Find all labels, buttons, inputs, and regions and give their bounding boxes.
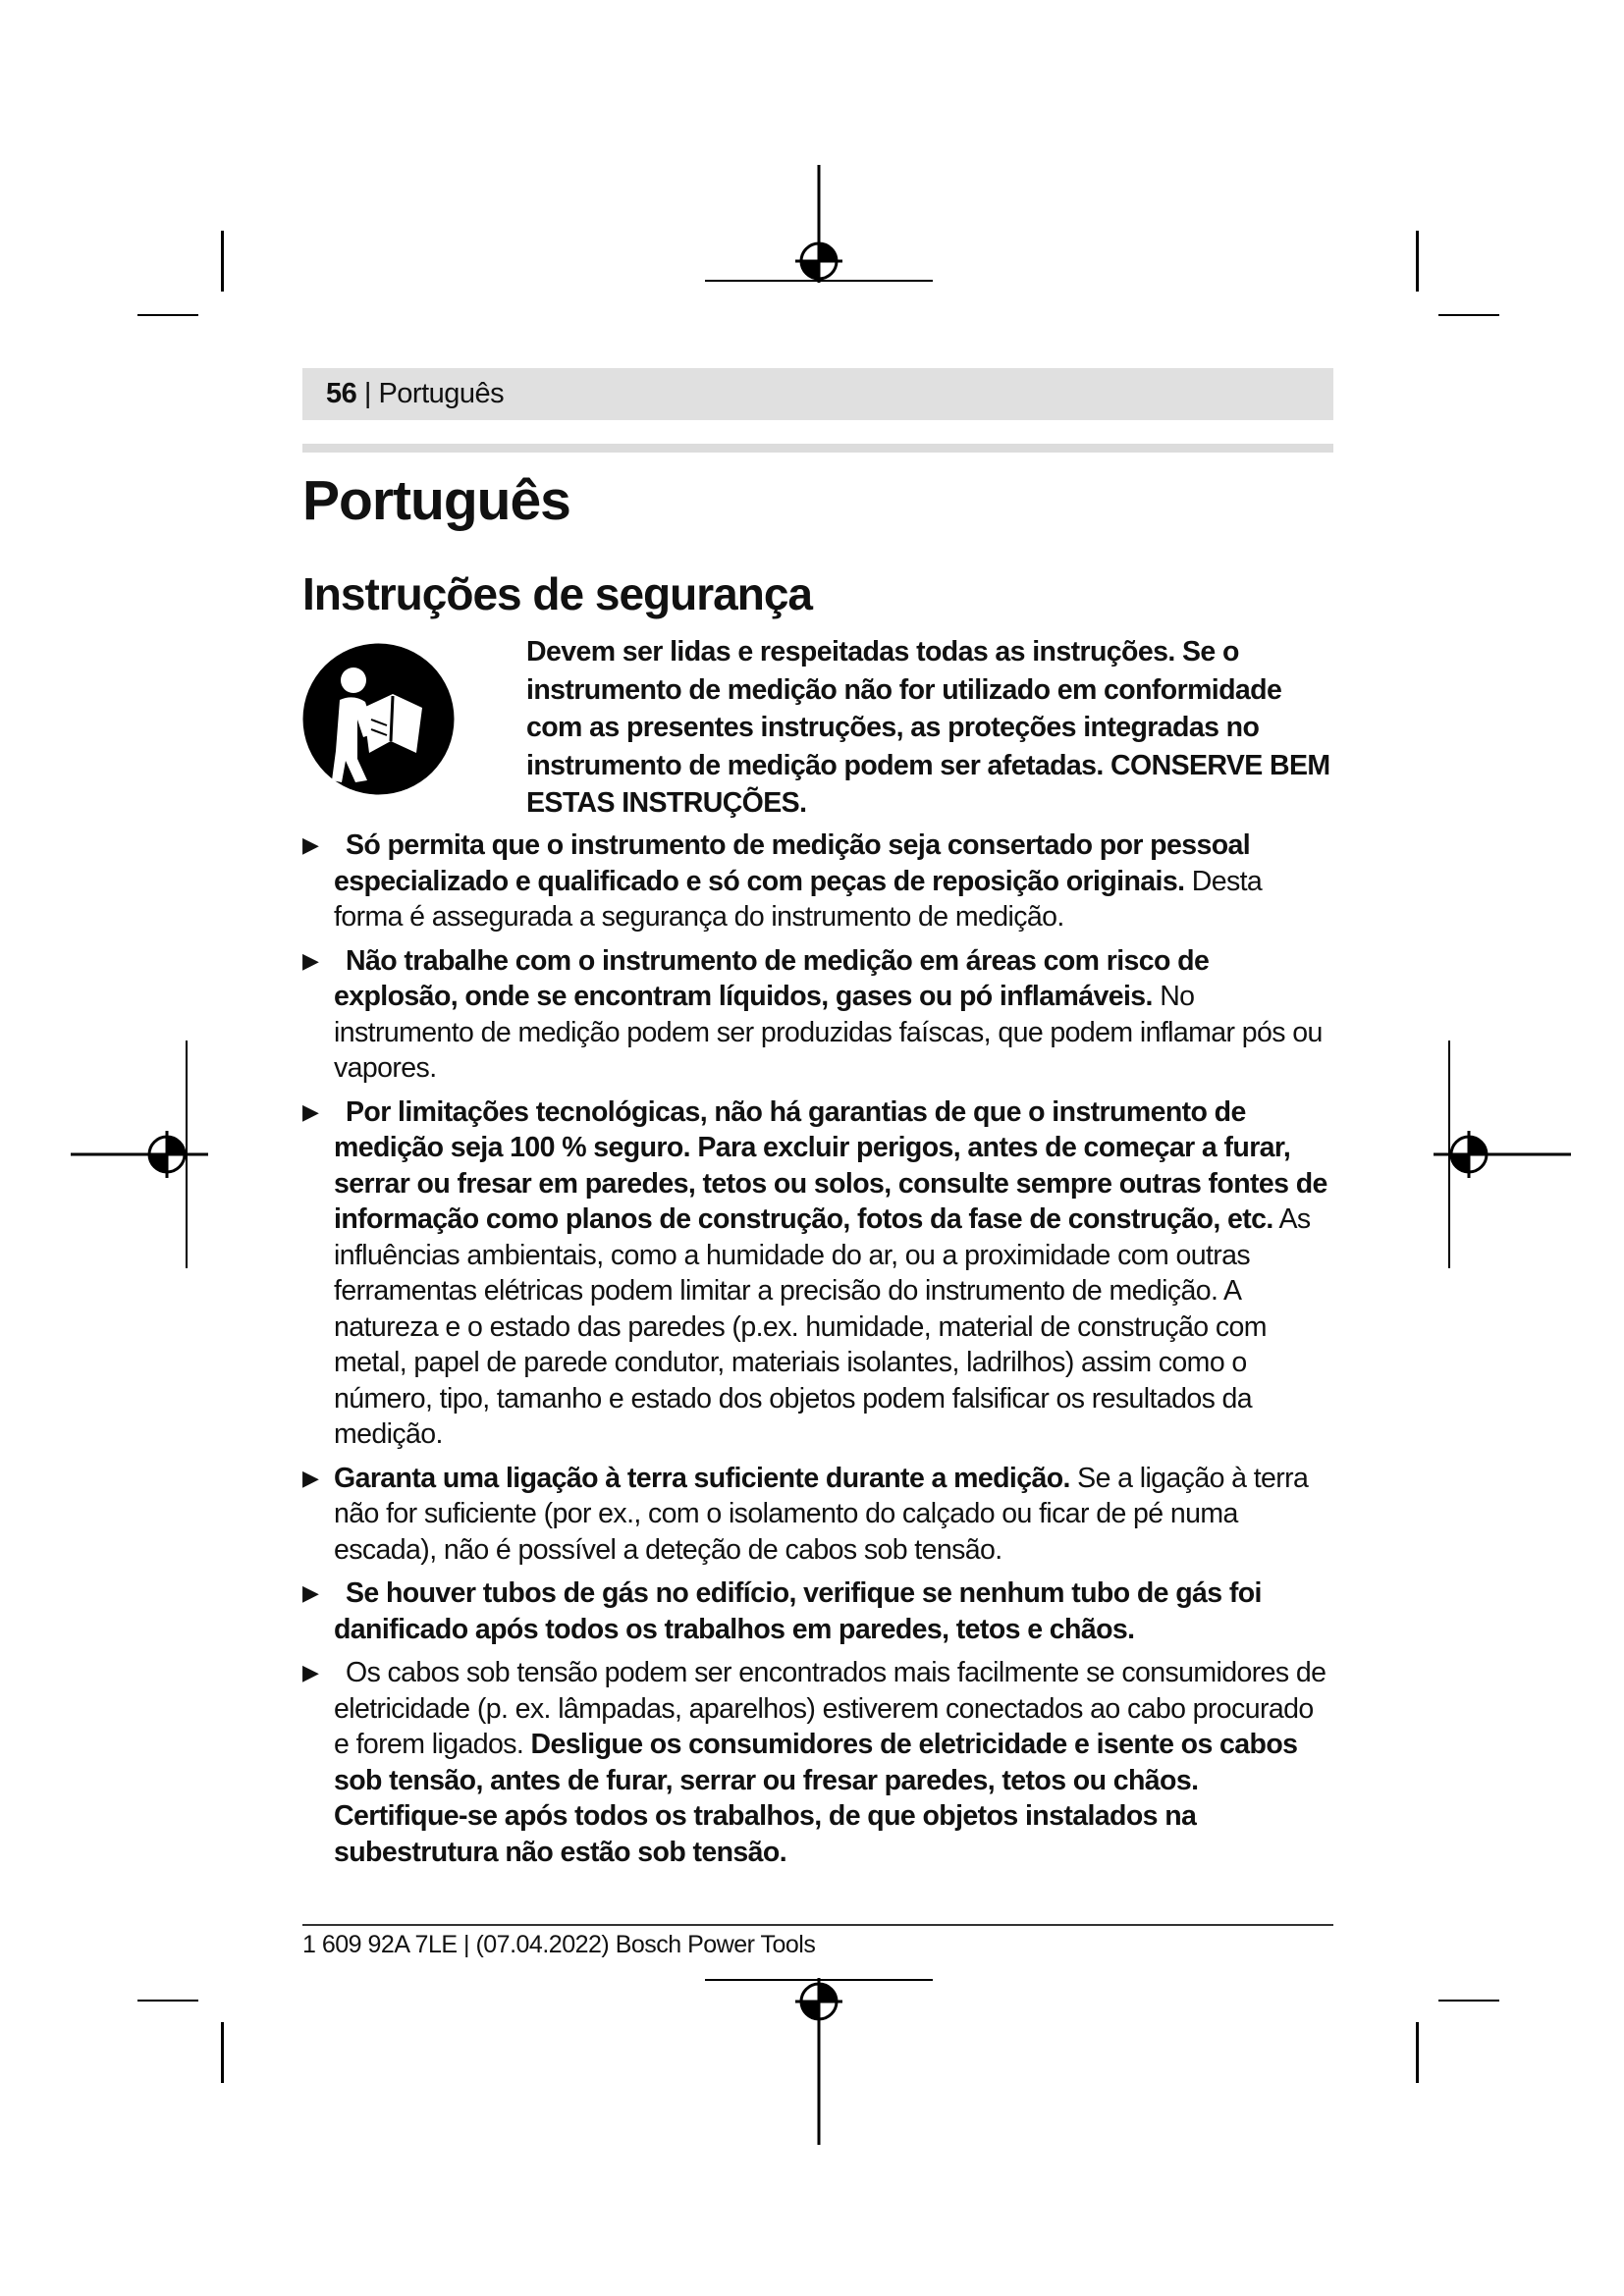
bullet-bold: Se houver tubos de gás no edifício, verifique se nenhum tubo de gás foi danificado após todos os trabalhos em paredes, tetos e chãos. <box>334 1577 1262 1645</box>
header-section: Português <box>378 378 505 409</box>
footer-separator: | <box>463 1931 469 1958</box>
read-instructions-icon <box>302 643 455 795</box>
page-footer <box>302 1928 815 1961</box>
doc-date: (07.04.2022) <box>475 1931 610 1958</box>
crop-mark <box>137 314 198 316</box>
bullet-arrow-icon: ▶ <box>302 947 319 973</box>
page-title: Português <box>302 469 570 532</box>
doc-number: 1 609 92A 7LE <box>302 1931 458 1958</box>
registration-mark-icon <box>705 165 933 332</box>
bullet-arrow-icon: ▶ <box>302 1580 319 1605</box>
list-item <box>302 1575 1333 1647</box>
bullet-bold: Por limitações tecnológicas, não há garantias de que o instrumento de medição seja 100 % seguro. Para excluir perigos, antes de começar a furar, serrar ou fresar em paredes, tetos ou solos, consulte sempre outras fontes de informação como planos de construção, fotos da fase de construção, etc. <box>334 1095 1327 1235</box>
bullet-bold: Garanta uma ligação à terra suficiente durante a medição. <box>334 1462 1070 1494</box>
crop-mark <box>221 231 224 292</box>
crop-mark <box>1438 2000 1499 2002</box>
crop-mark <box>221 2022 224 2083</box>
bullet-text: Se a ligação à terra não for suficiente (por ex., com o isolamento do calçado ou ficar de pé numa escada), não é possível a deteção de cabos sob tensão. <box>334 1462 1309 1566</box>
list-item <box>302 1095 1333 1453</box>
page-number: 56 <box>326 378 357 409</box>
bullet-arrow-icon: ▶ <box>302 1660 319 1684</box>
bullet-bold: Não trabalhe com o instrumento de medição em áreas com risco de explosão, onde se encontram líquidos, gases ou pó inflamáveis. <box>334 944 1210 1012</box>
crop-mark <box>137 2000 198 2002</box>
list-item <box>302 828 1333 935</box>
bullet-arrow-icon: ▶ <box>302 1465 319 1490</box>
bullet-arrow-icon: ▶ <box>302 1098 319 1124</box>
list-item <box>302 943 1333 1087</box>
crop-mark <box>1416 2022 1419 2083</box>
bullet-bold: Só permita que o instrumento de medição seja consertado por pessoal especializado e qualificado e só com peças de reposição originais. <box>334 829 1251 897</box>
bullet-text: Os cabos sob tensão podem ser encontrados mais facilmente se consumidores de eletricidade (p. ex. lâmpadas, aparelhos) estiverem conectados ao cabo procurado e forem ligados. <box>334 1657 1326 1760</box>
list-item <box>302 1655 1333 1870</box>
bullet-text: Desta forma é assegurada a segurança do instrumento de medição. <box>334 865 1263 933</box>
bullet-bold: Desligue os consumidores de eletricidade e isente os cabos sob tensão, antes de furar, serrar ou fresar paredes, tetos ou chãos. Certifique-se após todos os trabalhos, de que objetos instalados na subestrutura não estão sob tensão. <box>334 1729 1298 1868</box>
registration-mark-icon <box>71 1041 228 1268</box>
intro-warning: Devem ser lidas e respeitadas todas as instruções. Se o instrumento de medição não for utilizado em conformidade com as presentes instruções, as proteções integradas no instrumento de medição podem ser afetadas. CONSERVE BEM ESTAS INSTRUÇÕES. <box>526 636 1330 819</box>
header-separator: | <box>363 378 371 409</box>
header-rule <box>302 444 1333 453</box>
page-header <box>302 368 1333 420</box>
footer-rule <box>302 1924 1333 1926</box>
bullet-text: No instrumento de medição podem ser produzidas faíscas, que podem inflamar pós ou vapores. <box>334 981 1323 1084</box>
bullet-arrow-icon: ▶ <box>302 832 319 857</box>
brand: Bosch Power Tools <box>615 1931 816 1958</box>
safety-list <box>302 828 1333 1878</box>
registration-mark-icon <box>705 1978 933 2145</box>
crop-mark <box>1416 231 1419 292</box>
section-heading: Instruções de segurança <box>302 568 812 619</box>
list-item <box>302 1461 1333 1569</box>
bullet-text: As influências ambientais, como a humidade do ar, ou a proximidade com outras ferramentas elétricas podem limitar a precisão do instrumento de medição. A natureza e o estado das paredes (p.ex. humidade, material de construção com metal, papel de parede condutor, materiais isolantes, ladrilhos) assim como o número, tipo, tamanho e estado dos objetos podem falsificar os resultados da medição. <box>334 1203 1311 1450</box>
registration-mark-icon <box>1414 1041 1571 1268</box>
crop-mark <box>1438 314 1499 316</box>
